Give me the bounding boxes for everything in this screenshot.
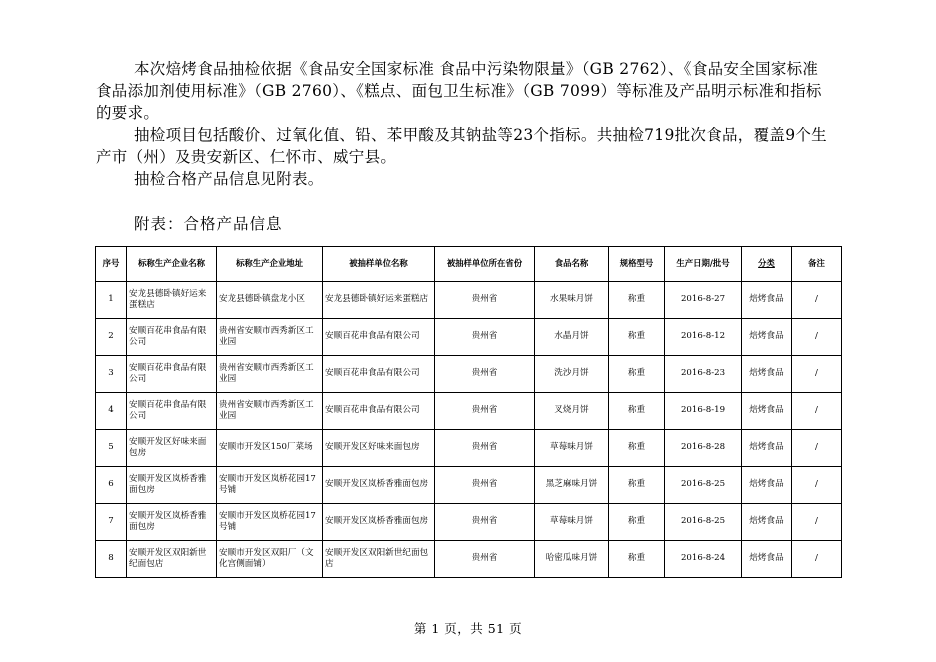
cell-remarks: / bbox=[792, 393, 842, 430]
intro-paragraph-standards: 本次焙烤食品抽检依据《食品安全国家标准 食品中污染物限量》（GB 2762）、《食品安全国家标准 食品添加剂使用标准》（GB 2760）、《糕点、面包卫生标准》（GB 7099）等标准及产品明示标准和指标的要求。 bbox=[96, 60, 822, 122]
cell-province: 贵州省 bbox=[435, 393, 535, 430]
cell-sampled-unit: 安龙县德卧镇好运来蛋糕店 bbox=[323, 282, 435, 319]
header-cell-manufacturer: 标称生产企业名称 bbox=[127, 247, 217, 282]
cell-date: 2016-8-25 bbox=[665, 467, 742, 504]
cell-address: 安顺市开发区150厂菜场 bbox=[217, 430, 323, 467]
cell-spec: 称重 bbox=[609, 541, 665, 578]
cell-spec: 称重 bbox=[609, 319, 665, 356]
cell-spec: 称重 bbox=[609, 467, 665, 504]
cell-address: 贵州省安顺市西秀新区工业园 bbox=[217, 393, 323, 430]
table-row bbox=[96, 541, 842, 578]
cell-sampled-unit: 安顺开发区好味来面包房 bbox=[323, 430, 435, 467]
cell-remarks: / bbox=[792, 541, 842, 578]
table-row bbox=[96, 282, 842, 319]
cell-spec: 称重 bbox=[609, 282, 665, 319]
cell-sampled-unit: 安顺百花串食品有限公司 bbox=[323, 356, 435, 393]
table-row bbox=[96, 467, 842, 504]
cell-food-name: 黑芝麻味月饼 bbox=[535, 467, 609, 504]
cell-date: 2016-8-12 bbox=[665, 319, 742, 356]
cell-province: 贵州省 bbox=[435, 319, 535, 356]
cell-spec: 称重 bbox=[609, 430, 665, 467]
cell-province: 贵州省 bbox=[435, 282, 535, 319]
cell-index: 8 bbox=[96, 541, 127, 578]
cell-remarks: / bbox=[792, 356, 842, 393]
cell-date: 2016-8-27 bbox=[665, 282, 742, 319]
cell-manufacturer: 安顺百花串食品有限公司 bbox=[127, 319, 217, 356]
table-row bbox=[96, 393, 842, 430]
cell-province: 贵州省 bbox=[435, 541, 535, 578]
cell-address: 贵州省安顺市西秀新区工业园 bbox=[217, 319, 323, 356]
cell-manufacturer: 安顺开发区双阳新世纪面包店 bbox=[127, 541, 217, 578]
cell-province: 贵州省 bbox=[435, 504, 535, 541]
cell-sampled-unit: 安顺百花串食品有限公司 bbox=[323, 393, 435, 430]
cell-manufacturer: 安顺开发区岚桥香雅面包房 bbox=[127, 467, 217, 504]
cell-food-name: 叉烧月饼 bbox=[535, 393, 609, 430]
cell-category: 焙烤食品 bbox=[742, 393, 792, 430]
cell-sampled-unit: 安顺开发区岚桥香雅面包房 bbox=[323, 467, 435, 504]
cell-index: 4 bbox=[96, 393, 127, 430]
cell-food-name: 水晶月饼 bbox=[535, 319, 609, 356]
cell-category: 焙烤食品 bbox=[742, 504, 792, 541]
cell-manufacturer: 安龙县德卧镇好运来蛋糕店 bbox=[127, 282, 217, 319]
cell-date: 2016-8-24 bbox=[665, 541, 742, 578]
cell-category: 焙烤食品 bbox=[742, 541, 792, 578]
table-row bbox=[96, 356, 842, 393]
header-cell-index: 序号 bbox=[96, 247, 127, 282]
cell-address: 安顺市开发区岚桥花园17号铺 bbox=[217, 504, 323, 541]
cell-food-name: 洗沙月饼 bbox=[535, 356, 609, 393]
cell-address: 贵州省安顺市西秀新区工业园 bbox=[217, 356, 323, 393]
table-row bbox=[96, 319, 842, 356]
intro-paragraph-appendix-note: 抽检合格产品信息见附表。 bbox=[134, 170, 324, 188]
cell-remarks: / bbox=[792, 467, 842, 504]
cell-index: 5 bbox=[96, 430, 127, 467]
cell-index: 7 bbox=[96, 504, 127, 541]
cell-category: 焙烤食品 bbox=[742, 467, 792, 504]
cell-food-name: 草莓味月饼 bbox=[535, 430, 609, 467]
cell-category: 焙烤食品 bbox=[742, 319, 792, 356]
cell-spec: 称重 bbox=[609, 504, 665, 541]
cell-manufacturer: 安顺开发区好味来面包房 bbox=[127, 430, 217, 467]
cell-index: 2 bbox=[96, 319, 127, 356]
intro-paragraph-scope: 抽检项目包括酸价、过氧化值、铅、苯甲酸及其钠盐等23个指标。共抽检719批次食品，覆盖9个生产市（州）及贵安新区、仁怀市、威宁县。 bbox=[96, 126, 827, 166]
cell-address: 安龙县德卧镇盘龙小区 bbox=[217, 282, 323, 319]
cell-remarks: / bbox=[792, 430, 842, 467]
qualified-products-table bbox=[95, 246, 842, 578]
cell-remarks: / bbox=[792, 319, 842, 356]
cell-date: 2016-8-19 bbox=[665, 393, 742, 430]
table-row bbox=[96, 504, 842, 541]
header-cell-date: 生产日期/批号 bbox=[665, 247, 742, 282]
cell-food-name: 哈密瓜味月饼 bbox=[535, 541, 609, 578]
cell-manufacturer: 安顺开发区岚桥香雅面包房 bbox=[127, 504, 217, 541]
cell-date: 2016-8-28 bbox=[665, 430, 742, 467]
cell-index: 6 bbox=[96, 467, 127, 504]
cell-address: 安顺市开发区岚桥花园17号铺 bbox=[217, 467, 323, 504]
cell-index: 3 bbox=[96, 356, 127, 393]
intro-text bbox=[96, 58, 836, 190]
cell-address: 安顺市开发区双阳厂（文化宫侧面铺） bbox=[217, 541, 323, 578]
cell-sampled-unit: 安顺开发区双阳新世纪面包店 bbox=[323, 541, 435, 578]
cell-remarks: / bbox=[792, 282, 842, 319]
cell-remarks: / bbox=[792, 504, 842, 541]
appendix-title: 附表：合格产品信息 bbox=[134, 215, 283, 233]
header-cell-address: 标称生产企业地址 bbox=[217, 247, 323, 282]
cell-sampled-unit: 安顺开发区岚桥香雅面包房 bbox=[323, 504, 435, 541]
cell-category: 焙烤食品 bbox=[742, 430, 792, 467]
cell-manufacturer: 安顺百花串食品有限公司 bbox=[127, 393, 217, 430]
cell-spec: 称重 bbox=[609, 393, 665, 430]
header-cell-sampled-unit: 被抽样单位名称 bbox=[323, 247, 435, 282]
cell-food-name: 草莓味月饼 bbox=[535, 504, 609, 541]
header-cell-province: 被抽样单位所在省份 bbox=[435, 247, 535, 282]
page-footer: 第 1 页，共 51 页 bbox=[413, 621, 523, 636]
header-cell-food-name: 食品名称 bbox=[535, 247, 609, 282]
cell-spec: 称重 bbox=[609, 356, 665, 393]
cell-index: 1 bbox=[96, 282, 127, 319]
cell-date: 2016-8-25 bbox=[665, 504, 742, 541]
cell-category: 焙烤食品 bbox=[742, 356, 792, 393]
cell-province: 贵州省 bbox=[435, 467, 535, 504]
table-row bbox=[96, 430, 842, 467]
header-cell-remarks: 备注 bbox=[792, 247, 842, 282]
header-cell-category: 分类 bbox=[742, 247, 792, 282]
cell-category: 焙烤食品 bbox=[742, 282, 792, 319]
header-cell-spec: 规格型号 bbox=[609, 247, 665, 282]
cell-date: 2016-8-23 bbox=[665, 356, 742, 393]
cell-province: 贵州省 bbox=[435, 356, 535, 393]
cell-food-name: 水果味月饼 bbox=[535, 282, 609, 319]
cell-manufacturer: 安顺百花串食品有限公司 bbox=[127, 356, 217, 393]
table-header-row bbox=[96, 247, 842, 282]
cell-sampled-unit: 安顺百花串食品有限公司 bbox=[323, 319, 435, 356]
cell-province: 贵州省 bbox=[435, 430, 535, 467]
